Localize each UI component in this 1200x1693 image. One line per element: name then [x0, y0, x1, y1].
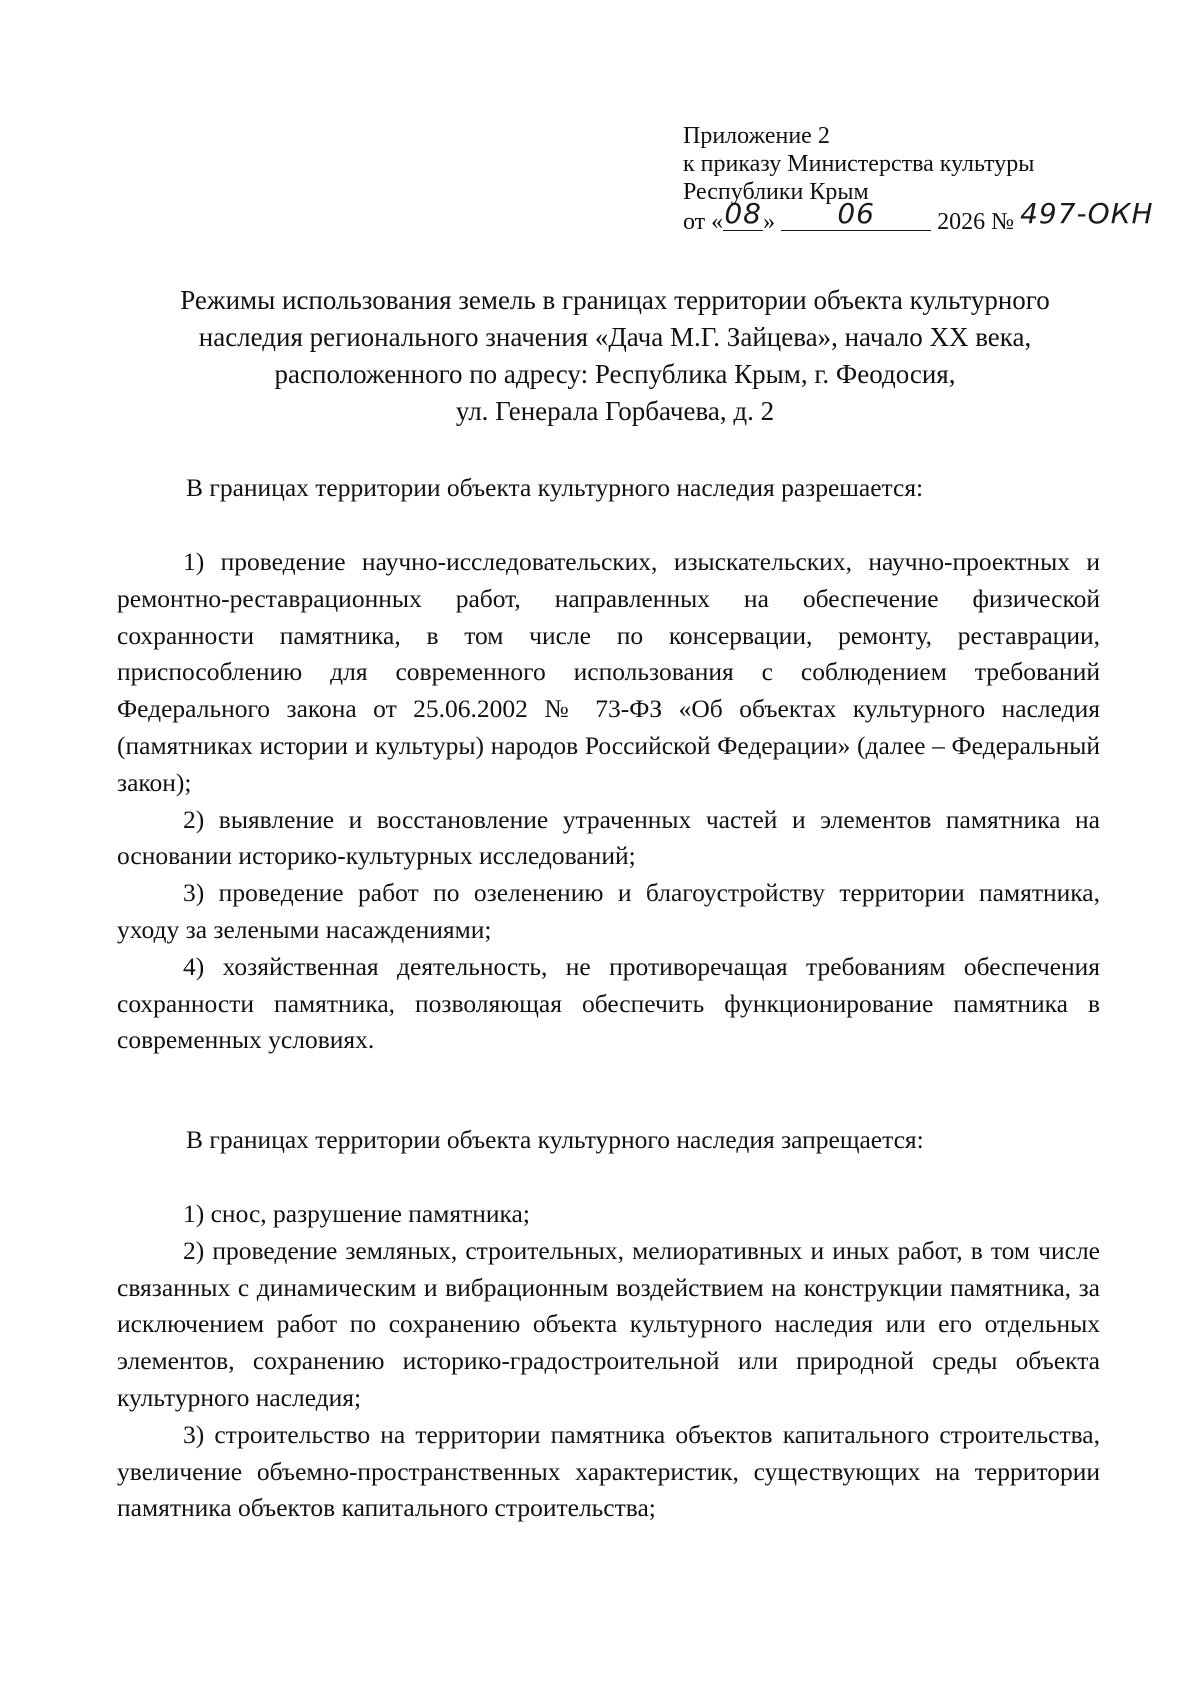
allowed-item-1: 1) проведение научно-исследовательских, изыскательских, научно-проектных и ремонтно-реставрационных работ, направленных на обеспечение физической сохранности памятника, в том числе по консервации, ремонту, реставрации, приспособлению для современного использования с соблюдением требований Федерального закона от 25.06.2002 № 73-ФЗ «Об объектах культурного наследия (памятниках истории и культуры) народов Российской Федерации» (далее – Федеральный закон); [117, 547, 1100, 797]
allowed-item-4: 4) хозяйственная деятельность, не противоречащая требованиям обеспечения сохранности памятника, позволяющая обеспечить функционирование памятника в современных условиях. [117, 951, 1100, 1055]
forbidden-list [117, 1196, 1100, 1527]
date-month-handwritten: 06 [837, 197, 875, 230]
date-day-handwritten: 08 [724, 197, 762, 230]
allowed-list [117, 544, 1100, 1059]
order-date-line [683, 197, 1163, 236]
forbidden-item-2: 2) проведение земляных, строительных, мелиоративных и иных работ, в том числе связанных с динамическим и вибрационным воздействием на конструкции памятника, за исключением работ по сохранению объекта культурного наследия или его отдельных элементов, сохранению историко-градостроительной или природной среды объекта культурного наследия; [117, 1235, 1100, 1412]
title-line-1: Режимы использования земель в границах территории объекта культурного [180, 285, 1050, 315]
title-line-3: расположенного по адресу: Республика Крым, г. Феодосия, [274, 359, 956, 389]
forbidden-heading: В границах территории объекта культурного наследия запрещается: [186, 1125, 924, 1154]
date-quote-close: » [763, 209, 776, 235]
appendix-label: Приложение 2 [683, 123, 830, 149]
appendix-header [683, 122, 1163, 236]
order-number-field [1020, 197, 1170, 230]
order-number-handwritten: 497-ОКН [1020, 197, 1154, 230]
date-day-field [723, 197, 763, 231]
title-line-2: наследия регионального значения «Дача М.Г. Зайцева», начало XX века, [198, 322, 1032, 352]
allowed-heading: В границах территории объекта культурного наследия разрешается: [186, 473, 924, 502]
document-title [120, 282, 1110, 430]
date-prefix: от « [683, 209, 724, 235]
appendix-republic: Республики Крым [683, 179, 869, 205]
forbidden-item-1: 1) снос, разрушение памятника; [183, 1199, 530, 1228]
appendix-order-ref: к приказу Министерства культуры [683, 151, 1035, 177]
forbidden-item-3: 3) строительство на территории памятника объектов капитального строительства, увеличение объемно-пространственных характеристик, существующих на территории памятника объектов капитального строительства; [117, 1419, 1100, 1523]
allowed-item-2: 2) выявление и восстановление утраченных частей и элементов памятника на основании историко-культурных исследований; [117, 804, 1100, 871]
date-month-field [781, 197, 931, 231]
date-year: 2026 № [937, 209, 1015, 235]
allowed-item-3: 3) проведение работ по озеленению и благоустройству территории памятника, уходу за зелеными насаждениями; [117, 878, 1100, 944]
title-line-4: ул. Генерала Горбачева, д. 2 [455, 396, 775, 426]
